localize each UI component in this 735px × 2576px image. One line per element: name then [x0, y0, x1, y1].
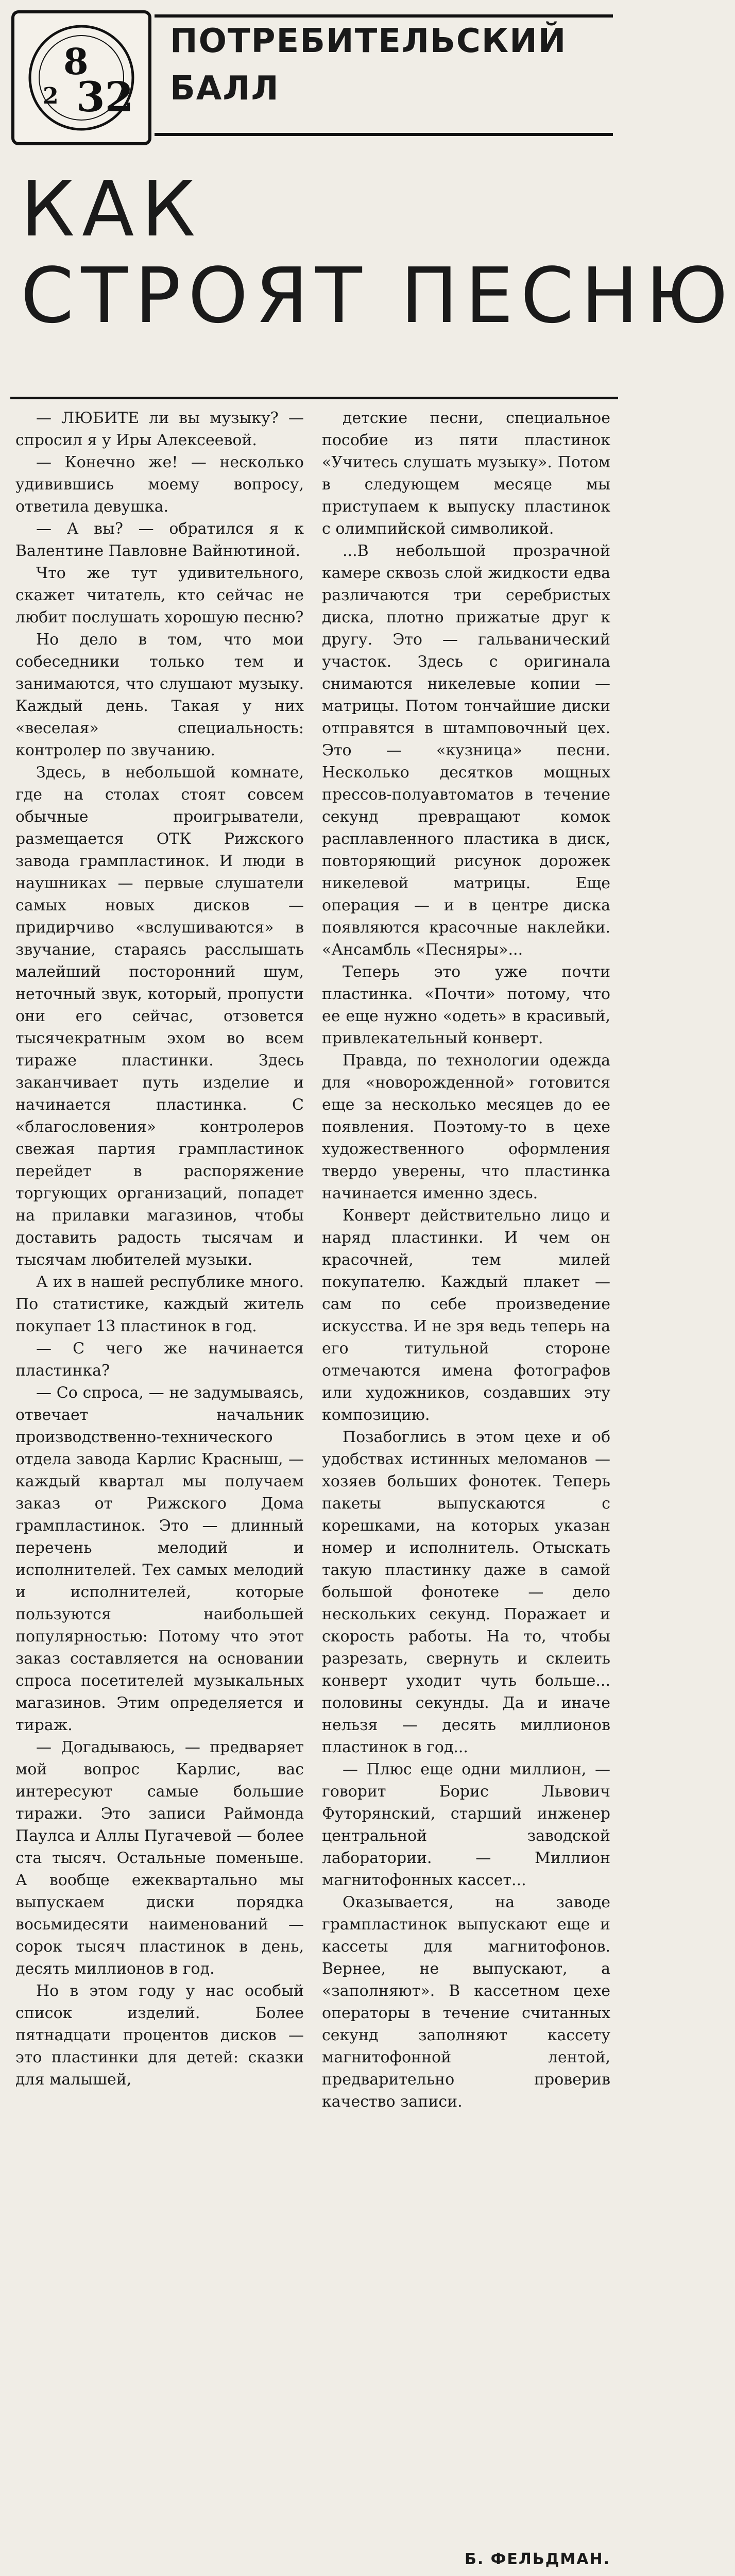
- seal-digit-mid: 32: [76, 73, 134, 121]
- paragraph: детские песни, специальное пособие из пяти пластинок «Учитесь слушать музыку». Потом в следующем месяце мы приступаем к выпуску пластинок с олимпийской символикой.: [322, 409, 610, 538]
- seal-digit-small: 2: [43, 83, 59, 109]
- title-divider: [10, 397, 618, 399]
- paragraph: Правда, по технологии одежда для «новорожденной» готовится еще за несколько месяцев до ее появления. Поэтому-то в цехе художественного оформления твердо уверены, что пластинка начинается именно здесь.: [322, 1052, 610, 1202]
- paragraph: — ЛЮБИТЕ ли вы музыку? — спросил я у Иры Алексеевой.: [15, 409, 304, 449]
- paragraph: ...В небольшой прозрачной камере сквозь слой жидкости едва различаются три серебристых диска, плотно прижатые друг к другу. Это — гальванический участок. Здесь с оригинала снимаются никелевые копии — матрицы. Потом тончайшие диски отправятся в штамповочный цех. Это — «кузница» песни. Несколько десятков мощных прессов-полуавтоматов в течение секунд превращают комок расплавленного пластика в диск, повторяющий рисунок дорожек никелевой матрицы. Еще операция — и в центре диска появляются красочные наклейки. «Ансамбль «Песняры»...: [322, 542, 610, 959]
- article-column-right: [322, 407, 610, 2545]
- rubric-heading: [155, 14, 613, 136]
- paragraph: — С чего же начинается пластинка?: [15, 1340, 304, 1380]
- paragraph: Позабоглись в этом цехе и об удобствах истинных меломанов — хозяев больших фонотек. Теперь пакеты выпускаются с корешками, на которых указан номер и исполнитель. Отыскать такую пластинку даже в самой большой фонотеке — дело нескольких секунд. Поражает и скорость работы. На то, чтобы разрезать, свернуть и склеить конверт уходит чуть больше... половины секунды. Да и иначе нельзя — десять миллионов пластинок в год...: [322, 1428, 610, 1756]
- paragraph: А их в нашей республике много. По статистике, каждый житель покупает 13 пластинок в год.: [15, 1273, 304, 1335]
- paragraph: Но в этом году у нас особый список изделий. Более пятнадцати процентов дисков — это пластинки для детей: сказки для малышей,: [15, 1982, 304, 2089]
- rubric-seal: [11, 10, 151, 145]
- seal-graphic: [14, 13, 148, 142]
- title-line-2: СТРОЯТ ПЕСНЮ: [21, 251, 735, 340]
- paragraph: — Догадываюсь, — предваряет мой вопрос Карлис, вас интересуют самые большие тиражи. Это записи Раймонда Паулса и Аллы Пугачевой — более ста тысяч. Остальные поменьше. А вообще ежеквартально мы выпускаем диски порядка восьмидесяти наименований — сорок тысяч пластинок в день, десять миллионов в год.: [15, 1738, 304, 1978]
- rubric-line-2: БАЛЛ: [170, 70, 280, 108]
- seal-digit-top: 8: [63, 40, 89, 83]
- paragraph: Теперь это уже почти пластинка. «Почти» потому, что ее еще нужно «одеть» в красивый, привлекательный конверт.: [322, 963, 610, 1047]
- paragraph: — Плюс еще одни миллион, — говорит Борис Львович Футорянский, старший инженер центральной заводской лаборатории. — Миллион магнитофонных кассет...: [322, 1760, 610, 1889]
- header: [0, 0, 627, 155]
- paragraph: Конверт действительно лицо и наряд пластинки. И чем он красочней, тем милей покупателю. Каждый плакет — сам по себе произведение искусства. И не зря ведь теперь на его титульной стороне отмечаются имена фотографов или художников, создавших эту композицию.: [322, 1207, 610, 1424]
- paragraph: — Со спроса, — не задумываясь, отвечает начальник производственно-технического отдела завода Карлис Красныш, — каждый квартал мы получаем заказ от Рижского Дома грампластинок. Это — длинный перечень мелодий и исполнителей. Тех самых мелодий и исполнителей, которые пользуются наибольшей популярностью: Потому что этот заказ составляется на основании спроса посетителей музыкальных магазинов. Этим определяется и тираж.: [15, 1384, 304, 1734]
- title-line-1: КАК: [21, 165, 203, 253]
- paragraph: Здесь, в небольшой комнате, где на столах стоят совсем обычные проигрыватели, размещается ОТК Рижского завода грампластинок. И люди в наушниках — первые слушатели самых новых дисков — придирчиво «вслушиваются» в звучание, стараясь расслышать малейший посторонний шум, неточный звук, который, пропусти они его сейчас, отзовется тысячекратным эхом во всем тираже пластинки. Здесь заканчивает путь изделие и начинается пластинка. С «благословения» контролеров свежая партия грампластинок перейдет в распоряжение торгующих организаций, попадет на прилавки магазинов, чтобы доставить радость тысячам и тысячам любителей музыки.: [15, 764, 304, 1269]
- rubric-line-1: ПОТРЕБИТЕЛЬСКИЙ: [170, 22, 567, 60]
- author-signature: Б. ФЕЛЬДМАН.: [464, 2550, 610, 2568]
- paragraph: Что же тут удивительного, скажет читатель, кто сейчас не любит послушать хорошую песню?: [15, 564, 304, 626]
- paragraph: Оказывается, на заводе грампластинок выпускают еще и кассеты для магнитофонов. Вернее, не выпускают, а «заполняют». В кассетном цехе операторы в течение считанных секунд заполняют кассету магнитофонной лентой, предварительно проверив качество записи.: [322, 1893, 610, 2111]
- article-title: [0, 165, 735, 386]
- paragraph: — Конечно же! — несколько удивившись моему вопросу, ответила девушка.: [15, 453, 304, 516]
- paragraph: Но дело в том, что мои собеседники только тем и занимаются, что слушают музыку. Каждый день. Такая у них «веселая» специальность: контролер по звучанию.: [15, 631, 304, 759]
- paragraph: — А вы? — обратился я к Валентине Павловне Вайнютиной.: [15, 520, 304, 560]
- article-column-left: [15, 407, 304, 2576]
